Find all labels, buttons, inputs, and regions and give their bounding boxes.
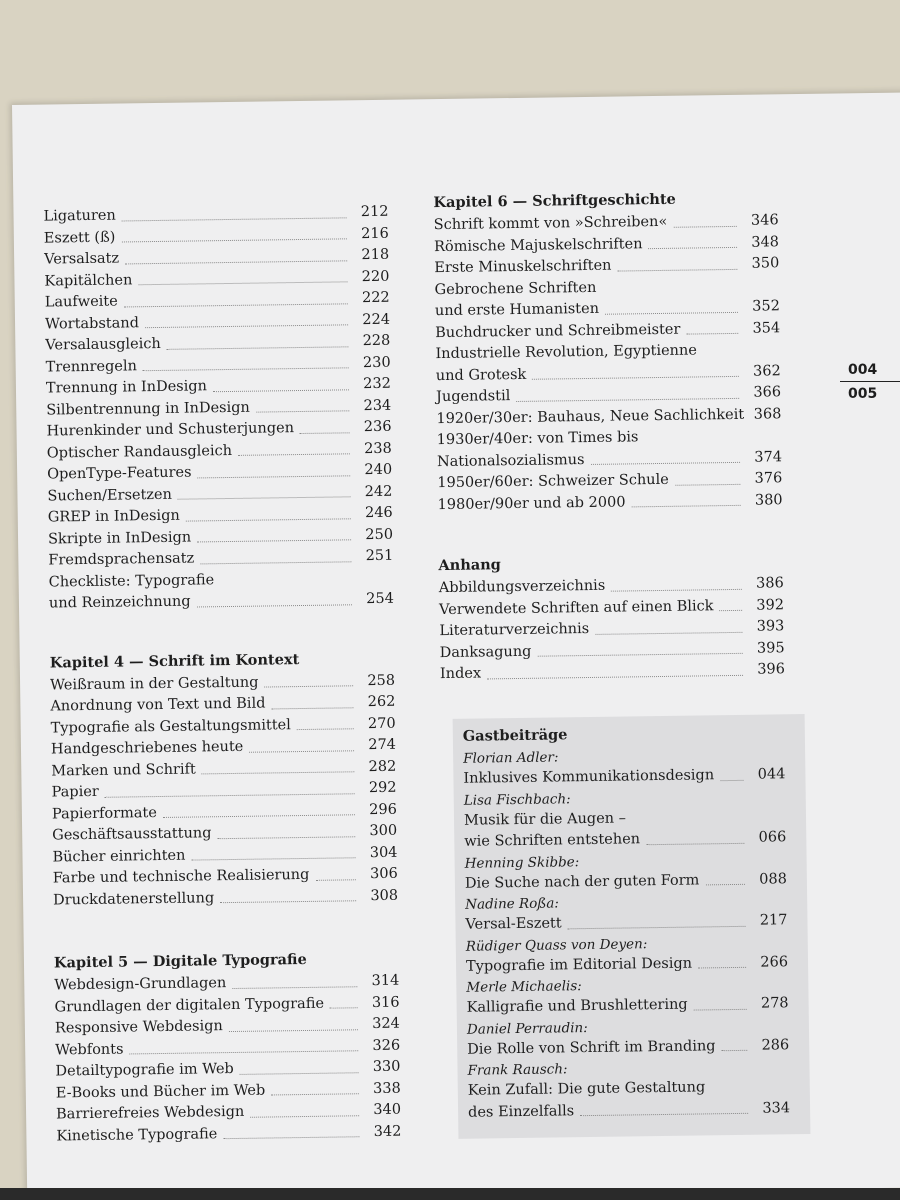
toc-entry-title: Checkliste: Typografie: [48, 571, 215, 591]
guest-contributions-box: [453, 714, 811, 1139]
toc-entry-page: 306: [369, 865, 398, 883]
section-heading: Anhang: [438, 556, 502, 575]
toc-leader-dots: [163, 814, 355, 818]
toc-entry-page: 308: [370, 887, 399, 904]
toc-leader-dots: [129, 1050, 358, 1054]
toc-entry-page: 338: [372, 1080, 401, 1097]
toc-leader-dots: [125, 260, 347, 264]
toc-entry-page: 220: [361, 268, 390, 285]
toc-entry-page: 222: [361, 289, 390, 307]
toc-leader-dots: [617, 268, 737, 271]
toc-entry-title: Buchdrucker und Schreibmeister: [435, 321, 681, 341]
toc-entry-title: Wortabstand: [44, 314, 140, 333]
toc-entry-title: Papier: [51, 783, 99, 801]
toc-leader-dots: [105, 793, 355, 797]
toc-entry: [463, 764, 785, 790]
toc-entry-page: 270: [367, 715, 396, 732]
toc-entry-page: 251: [365, 547, 394, 565]
toc-leader-dots: [256, 410, 349, 412]
toc-entry-page: 292: [368, 779, 397, 797]
toc-entry-title: Versalausgleich: [45, 335, 161, 354]
toc-leader-dots: [686, 333, 738, 335]
toc-leader-dots: [721, 1050, 747, 1051]
toc-entry-page: 366: [753, 384, 782, 401]
toc-entry-page: 376: [754, 470, 783, 487]
toc-entry-page: 392: [756, 596, 785, 614]
toc-entry-title: Musik für die Augen –: [463, 809, 627, 829]
toc-leader-dots: [178, 496, 351, 499]
toc-leader-dots: [516, 397, 739, 401]
toc-entry: [467, 1035, 789, 1061]
toc-entry-title: Versal-Eszett: [465, 915, 562, 933]
toc-entry-page: 300: [369, 822, 398, 840]
toc-entry-page: 346: [750, 212, 779, 229]
toc-leader-dots: [197, 475, 350, 478]
toc-entry-title: Optischer Randausgleich: [46, 442, 233, 462]
toc-entry: [468, 1098, 790, 1124]
toc-leader-dots: [675, 483, 740, 485]
toc-entry-page: 242: [364, 483, 393, 500]
toc-entry-title: Silbentrennung in InDesign: [46, 399, 250, 419]
toc-entry-title: Laufweite: [44, 293, 118, 311]
toc-entry-title: Skripte in InDesign: [47, 529, 192, 548]
page-bottom-shadow: [0, 1188, 900, 1200]
toc-leader-dots: [139, 281, 348, 285]
page-number-rule: [840, 381, 900, 382]
toc-entry-title: Fremdsprachensatz: [48, 550, 195, 569]
toc-leader-dots: [197, 539, 351, 542]
toc-leader-dots: [166, 346, 348, 350]
toc-leader-dots: [580, 1113, 748, 1116]
toc-entry-page: 230: [362, 354, 391, 371]
toc-entry-title: Weißraum in der Gestaltung: [49, 674, 259, 694]
toc-leader-dots: [264, 685, 353, 687]
toc-entry-page: 212: [360, 203, 389, 221]
toc-entry-title: Römische Majuskelschriften: [433, 235, 643, 255]
book-page: [12, 92, 900, 1199]
toc-entry-page: 266: [760, 953, 789, 971]
toc-entry-title: des Einzelfalls: [467, 1102, 575, 1121]
toc-entry-page: 304: [369, 844, 398, 861]
toc-entry-page: 250: [365, 526, 394, 543]
toc-entry-title: Webdesign-Grundlagen: [54, 975, 227, 994]
toc-entry-page: 342: [373, 1123, 402, 1140]
toc-entry-page: 350: [751, 255, 780, 272]
toc-entry-page: 262: [367, 693, 396, 711]
toc-entry-title: Danksagung: [439, 643, 532, 661]
toc-entry: [440, 659, 785, 685]
toc-entry-page: 236: [363, 418, 392, 436]
section-heading: Gastbeiträge: [462, 726, 568, 745]
guest-contributions-list: [463, 720, 791, 1123]
toc-leader-dots: [611, 588, 742, 591]
toc-entry-page: 224: [362, 311, 391, 328]
toc-leader-dots: [238, 453, 350, 456]
toc-leader-dots: [330, 1007, 358, 1008]
toc-entry-title: Literaturverzeichnis: [439, 620, 590, 640]
toc-entry-title: OpenType-Features: [47, 464, 192, 483]
toc-entry-title: Farbe und technische Realisierung: [52, 866, 310, 887]
toc-entry-title: Webfonts: [55, 1041, 124, 1058]
toc-leader-dots: [240, 1072, 359, 1075]
toc-entry: [467, 993, 789, 1019]
toc-entry-title: Nationalsozialismus: [436, 451, 585, 470]
toc-leader-dots: [229, 1029, 358, 1032]
toc-entry-title: Responsive Webdesign: [54, 1018, 223, 1037]
toc-entry: [466, 952, 788, 978]
toc-leader-dots: [122, 217, 347, 221]
guest-author: Rüdiger Quass von Deyen:: [465, 935, 648, 955]
toc-leader-dots: [197, 604, 352, 607]
toc-entry-title: Detailtypografie im Web: [55, 1060, 234, 1080]
toc-entry-title: und Reinzeichnung: [48, 593, 191, 612]
toc-entry-title: Kalligrafie und Brushlettering: [466, 996, 688, 1016]
toc-leader-dots: [595, 631, 742, 634]
toc-entry-page: 368: [753, 405, 782, 423]
toc-leader-dots: [674, 225, 737, 227]
toc-leader-dots: [632, 505, 741, 508]
toc-entry-title: Abbildungsverzeichnis: [438, 577, 606, 597]
toc-leader-dots: [316, 879, 356, 881]
toc-entry-page: 340: [373, 1101, 402, 1119]
toc-entry-title: Barrierefreies Webdesign: [55, 1103, 245, 1123]
toc-entry-page: 217: [759, 912, 788, 929]
toc-leader-dots: [698, 967, 746, 969]
toc-entry-title: Typografie im Editorial Design: [465, 955, 693, 975]
toc-entry-title: Bücher einrichten: [52, 847, 186, 866]
toc-entry-title: Kapitälchen: [44, 271, 133, 290]
toc-entry-title: Index: [439, 665, 482, 683]
toc-entry-page: 246: [364, 504, 393, 522]
toc-entry-page: 393: [756, 618, 785, 635]
toc-entry-page: 324: [372, 1015, 400, 1033]
toc-entry-title: 1930er/40er: von Times bis: [436, 429, 639, 449]
toc-entry-page: 218: [361, 246, 390, 264]
toc-entry-page: 286: [761, 1036, 790, 1054]
toc-entry-title: Typografie als Gestaltungsmittel: [50, 716, 291, 737]
toc-entry-page: 326: [372, 1037, 401, 1054]
toc-leader-dots: [122, 238, 347, 242]
toc-leader-dots: [591, 462, 740, 465]
toc-entry-page: 258: [367, 672, 396, 689]
toc-entry-title: Trennung in InDesign: [45, 378, 208, 397]
toc-entry-title: Papierformate: [51, 804, 158, 823]
section-heading: Kapitel 4 — Schrift im Kontext: [49, 650, 300, 672]
guest-author: Henning Skibbe:: [464, 853, 580, 872]
toc-entry-page: 374: [754, 448, 783, 466]
toc-entry-title: Kein Zufall: Die gute Gestaltung: [467, 1079, 706, 1099]
toc-leader-dots: [186, 518, 351, 521]
toc-entry-page: 352: [752, 298, 780, 315]
toc-leader-dots: [297, 728, 354, 730]
toc-entry-title: GREP in InDesign: [47, 507, 180, 526]
toc-leader-dots: [213, 389, 349, 392]
guest-author: Daniel Perraudin:: [466, 1019, 588, 1038]
toc-leader-dots: [694, 1008, 747, 1010]
toc-leader-dots: [605, 311, 738, 314]
toc-leader-dots: [249, 750, 354, 752]
toc-leader-dots: [145, 324, 348, 328]
toc-entry-title: Anordnung von Text und Bild: [50, 695, 266, 715]
toc-entry-title: Eszett (ß): [43, 229, 116, 247]
toc-entry-page: 314: [371, 972, 400, 990]
toc-entry-page: 348: [751, 233, 780, 251]
toc-entry-page: 044: [757, 766, 786, 783]
toc-entry-title: Hurenkinder und Schusterjungen: [46, 420, 295, 440]
toc-leader-dots: [143, 367, 349, 371]
toc-leader-dots: [223, 1136, 359, 1139]
toc-entry: [465, 910, 787, 936]
toc-leader-dots: [487, 674, 743, 679]
toc-entry-title: Die Rolle von Schrift im Branding: [467, 1037, 716, 1058]
toc-entry-page: 354: [752, 319, 781, 337]
toc-leader-dots: [200, 561, 351, 564]
guest-author: Florian Adler:: [463, 749, 559, 767]
toc-entry-title: und erste Humanisten: [434, 300, 600, 320]
toc-entry-page: 386: [755, 575, 784, 592]
toc-entry-page: 278: [760, 995, 789, 1012]
toc-entry: [464, 827, 786, 853]
toc-leader-dots: [201, 771, 354, 774]
toc-leader-dots: [538, 653, 743, 657]
toc-leader-dots: [192, 857, 356, 860]
toc-entry-title: 1980er/90er und ab 2000: [437, 493, 626, 513]
toc-column-right: [433, 186, 785, 685]
section-heading: Kapitel 5 — Digitale Typografie: [53, 950, 307, 972]
toc-entry-page: 362: [752, 362, 781, 380]
toc-leader-dots: [217, 836, 355, 839]
toc-entry-title: Ligaturen: [43, 207, 116, 225]
toc-entry-page: 240: [364, 461, 393, 479]
toc-leader-dots: [720, 779, 743, 780]
toc-entry-title: 1950er/60er: Schweizer Schule: [437, 471, 669, 492]
toc-entry-page: 232: [363, 375, 392, 393]
toc-entry-page: 330: [372, 1058, 401, 1076]
toc-leader-dots: [646, 842, 744, 844]
toc-leader-dots: [232, 986, 357, 989]
toc-entry: [56, 1121, 401, 1147]
toc-entry-title: Die Suche nach der guten Form: [464, 871, 700, 892]
toc-entry-page: 316: [371, 994, 400, 1011]
toc-leader-dots: [124, 303, 348, 307]
toc-entry-page: 254: [366, 590, 395, 608]
toc-entry: [465, 869, 787, 895]
toc-entry-page: 234: [363, 397, 392, 414]
toc-leader-dots: [568, 925, 746, 928]
toc-entry-page: 274: [368, 736, 397, 754]
toc-entry-page: 228: [362, 332, 391, 350]
toc-leader-dots: [300, 432, 350, 434]
toc-entry-title: Industrielle Revolution, Egyptienne: [435, 342, 697, 363]
toc-entry-title: Gebrochene Schriften: [434, 279, 597, 298]
toc-entry-title: Inklusives Kommunikationsdesign: [463, 767, 715, 787]
toc-leader-dots: [532, 376, 739, 380]
toc-leader-dots: [706, 884, 745, 886]
toc-entry-page: 296: [369, 801, 397, 818]
toc-leader-dots: [271, 1093, 359, 1095]
toc-entry-title: E-Books und Bücher im Web: [55, 1082, 266, 1101]
toc-entry-page: 216: [361, 225, 389, 242]
toc-leader-dots: [648, 247, 737, 249]
page-number-bottom: 005: [848, 386, 878, 402]
toc-entry-page: 380: [754, 491, 783, 509]
toc-entry-page: 395: [756, 639, 785, 657]
section-heading: Kapitel 6 — Schriftgeschichte: [433, 190, 676, 212]
toc-entry-page: 396: [757, 661, 786, 678]
toc-entry-page: 066: [758, 829, 787, 846]
toc-entry-page: 282: [368, 758, 397, 775]
guest-author: Nadine Roßa:: [465, 895, 560, 913]
toc-entry-title: Verwendete Schriften auf einen Blick: [438, 597, 714, 618]
toc-entry-title: Versalsatz: [44, 250, 120, 268]
toc-entry-title: Erste Minuskelschriften: [434, 257, 612, 277]
toc-entry-page: 334: [762, 1099, 791, 1117]
toc-entry-title: Druckdatenerstellung: [52, 889, 215, 909]
toc-entry-page: 238: [364, 440, 392, 457]
page-number-top: 004: [848, 362, 878, 378]
toc-entry-title: Jugendstil: [436, 388, 511, 406]
toc-leader-dots: [719, 610, 742, 611]
guest-author: Frank Rausch:: [467, 1061, 568, 1079]
guest-author: Lisa Fischbach:: [463, 790, 571, 809]
toc-entry-title: Geschäftsausstattung: [52, 825, 212, 844]
toc-entry-title: Grundlagen der digitalen Typografie: [54, 995, 325, 1015]
toc-leader-dots: [250, 1115, 359, 1118]
toc-entry-title: Schrift kommt von »Schreiben«: [433, 213, 668, 234]
toc-entry-title: 1920er/30er: Bauhaus, Neue Sachlichkeit: [436, 406, 745, 427]
toc-entry-title: Marken und Schrift: [51, 760, 196, 780]
toc-entry-title: Handgeschriebenes heute: [50, 738, 244, 758]
toc-column-left: [43, 202, 401, 1148]
guest-author: Merle Michaelis:: [466, 978, 582, 996]
toc-entry-title: wie Schriften entstehen: [464, 831, 641, 850]
toc-entry-title: Suchen/Ersetzen: [47, 486, 173, 505]
toc-leader-dots: [271, 707, 353, 709]
toc-leader-dots: [220, 900, 356, 903]
toc-entry-title: Trennregeln: [45, 357, 137, 376]
toc-entry-title: und Grotesk: [435, 366, 527, 384]
toc-entry-title: Kinetische Typografie: [56, 1125, 218, 1144]
toc-entry-page: 088: [759, 870, 787, 888]
